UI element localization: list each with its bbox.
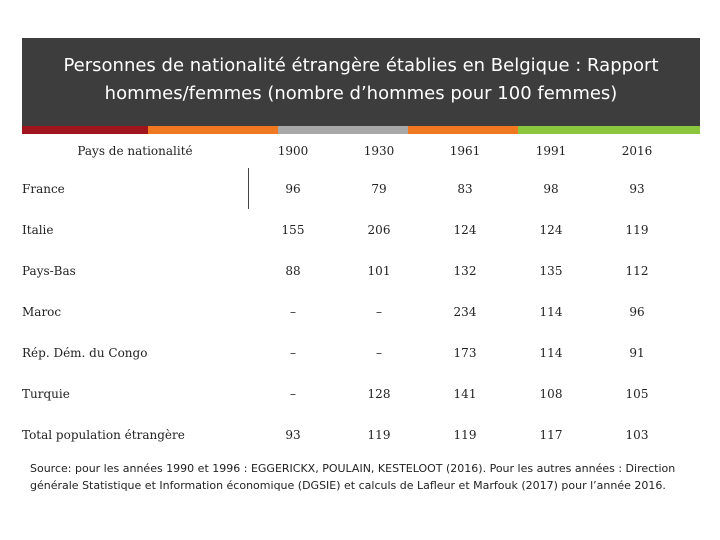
table-cell: 141 — [453, 386, 477, 401]
accent-stripe-orange — [148, 126, 278, 134]
header-year: 1930 — [363, 144, 395, 158]
title-text: Personnes de nationalité étrangère établies en Belgique : Rapport hommes/femmes (nombre d’hommes pour 100 femmes) — [63, 55, 659, 104]
row-label: Turquie — [22, 386, 70, 401]
table-cell: 103 — [625, 427, 649, 442]
table-cell: 79 — [371, 181, 387, 196]
table-cell: 93 — [629, 181, 645, 196]
table-cell: 173 — [453, 345, 477, 360]
table-cell: 98 — [543, 181, 559, 196]
table-cell: 206 — [367, 222, 391, 237]
row-label: France — [22, 181, 65, 196]
row-label: Total population étrangère — [22, 427, 185, 442]
table-cell: 132 — [453, 263, 477, 278]
header-year: 2016 — [621, 144, 653, 158]
table-cell: 114 — [539, 345, 563, 360]
table-cell: – — [290, 304, 296, 319]
table-cell: 96 — [629, 304, 645, 319]
table-cell: 119 — [367, 427, 391, 442]
source-note: Source: pour les années 1990 et 1996 : EGGERICKX, POULAIN, KESTELOOT (2016). Pour les autres années : Direction générale Statistique et Information économique (DGSIE) et calculs de Lafleur et Marfouk (2017) pour l’année 2016. — [30, 462, 676, 492]
table-cell: 88 — [285, 263, 301, 278]
table-cell: 91 — [629, 345, 645, 360]
table-cell: – — [376, 304, 382, 319]
table-cell: – — [290, 345, 296, 360]
table-cell: 112 — [625, 263, 649, 278]
table-cell: 96 — [285, 181, 301, 196]
header-year: 1991 — [535, 144, 567, 158]
header-year: 1900 — [277, 144, 309, 158]
table-cell: 114 — [539, 304, 563, 319]
table-cell: 128 — [367, 386, 391, 401]
slide-title — [22, 38, 700, 126]
table-cell: 105 — [625, 386, 649, 401]
accent-stripe-red — [22, 126, 148, 134]
row-label: Maroc — [22, 304, 62, 319]
table-cell: 101 — [367, 263, 391, 278]
table-cell: 124 — [539, 222, 563, 237]
table-cell: – — [290, 386, 296, 401]
table-cell: 83 — [457, 181, 473, 196]
row-label: Rép. Dém. du Congo — [22, 345, 148, 360]
row-label: Pays-Bas — [22, 263, 76, 278]
table-cell: 119 — [453, 427, 477, 442]
table-cell: 117 — [539, 427, 563, 442]
table-cell: 234 — [453, 304, 477, 319]
table-cell: 155 — [281, 222, 305, 237]
table-cell: 93 — [285, 427, 301, 442]
table-cell: 108 — [539, 386, 563, 401]
row-label: Italie — [22, 222, 54, 237]
accent-stripe-orange-2 — [408, 126, 518, 134]
accent-stripe-green — [518, 126, 700, 134]
table-cell: 124 — [453, 222, 477, 237]
table-cell: 119 — [625, 222, 649, 237]
table-cell: 135 — [539, 263, 563, 278]
column-divider — [248, 168, 249, 209]
header-year: 1961 — [449, 144, 481, 158]
accent-stripe-gray — [278, 126, 408, 134]
header-country: Pays de nationalité — [77, 144, 193, 158]
table-cell: – — [376, 345, 382, 360]
